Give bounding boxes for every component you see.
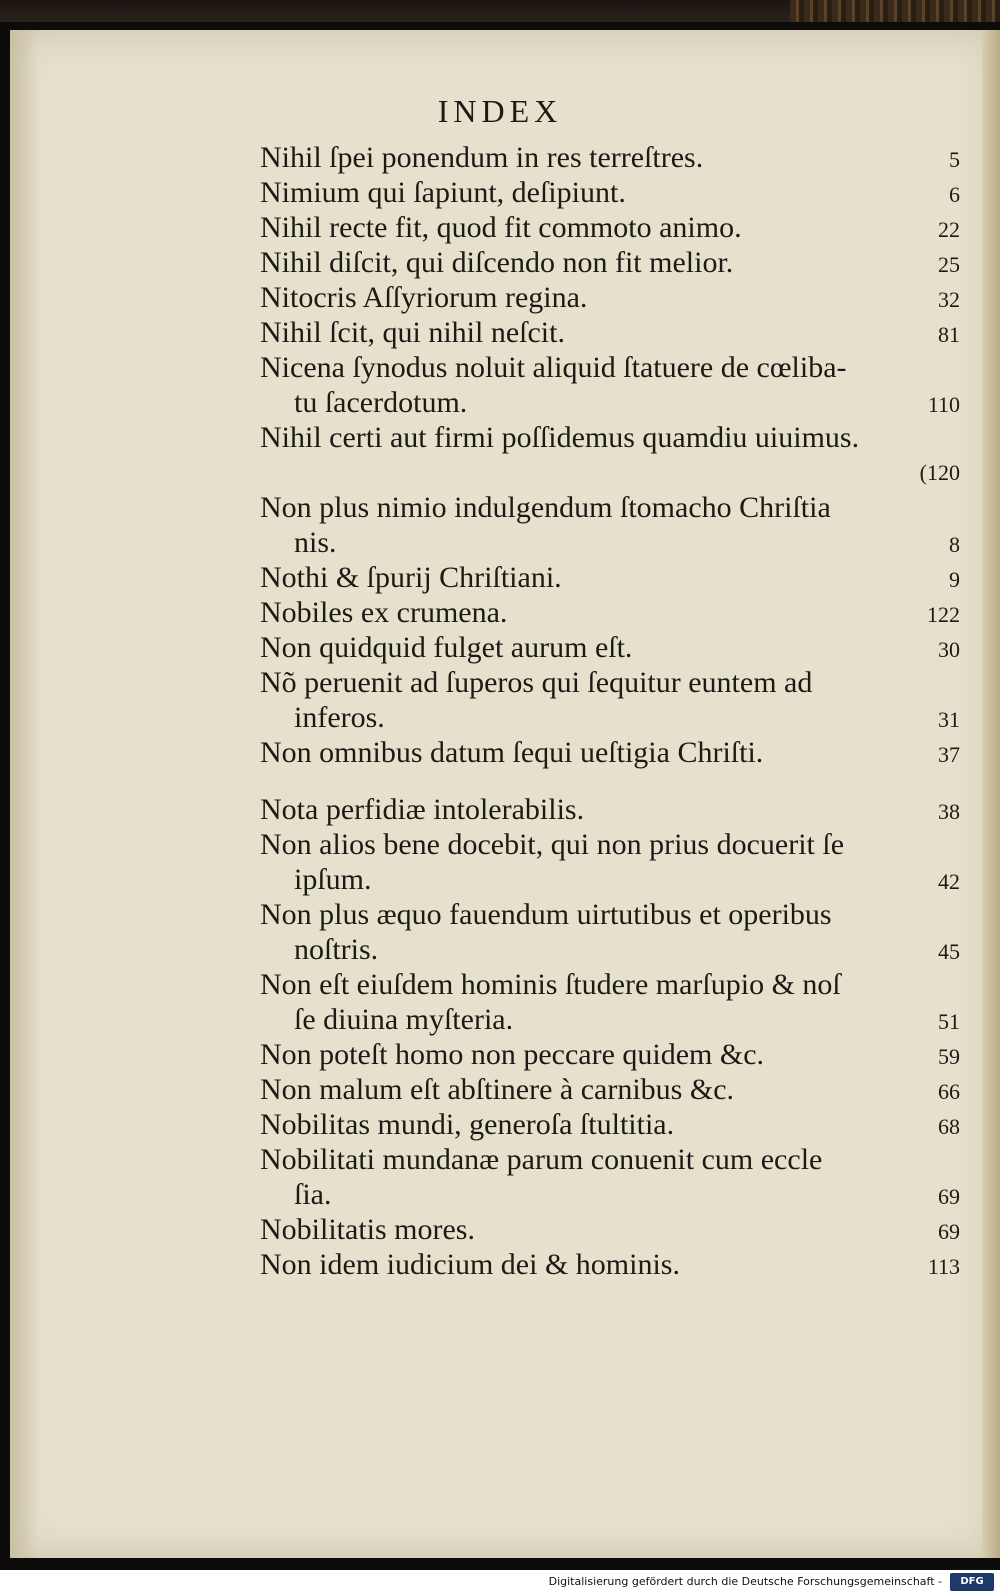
index-entry — [260, 792, 960, 827]
index-entry — [260, 560, 960, 595]
page-right-edge — [982, 30, 1000, 1558]
index-entry-page: 42 — [938, 869, 960, 894]
index-entry — [260, 897, 960, 932]
index-entry-page: 66 — [938, 1079, 960, 1104]
index-entry — [260, 1177, 960, 1212]
index-entry — [260, 1037, 960, 1072]
index-entry-text: Non malum eſt abſtinere à carnibus &c. — [260, 1073, 735, 1106]
index-entry — [260, 1072, 960, 1107]
index-entry — [260, 140, 960, 175]
index-entry — [260, 210, 960, 245]
index-entry-text: inferos. — [294, 701, 385, 734]
index-entry-page: (120 — [919, 460, 960, 485]
index-entry — [260, 245, 960, 280]
index-entry-page: 25 — [938, 252, 960, 277]
index-entry-text: Nihil recte fit, quod fit commoto animo. — [260, 211, 742, 244]
index-entry-page: 69 — [938, 1219, 960, 1244]
index-entry — [260, 420, 960, 455]
index-entry-text: Nobilitatis mores. — [260, 1213, 475, 1246]
index-entry — [260, 175, 960, 210]
index-entry — [260, 455, 960, 490]
index-entry-text: Nimium qui ſapiunt, deſipiunt. — [260, 176, 626, 209]
index-entry-page: 59 — [938, 1044, 960, 1069]
index-entry — [260, 665, 960, 700]
index-entry — [260, 1107, 960, 1142]
index-entry — [260, 490, 960, 525]
index-entry-page: 22 — [938, 217, 960, 242]
index-entry — [260, 1002, 960, 1037]
page-header: INDEX — [437, 93, 563, 129]
index-entry-page: 5 — [949, 147, 960, 172]
index-list — [260, 140, 960, 1282]
index-entry-text: Nihil ſcit, qui nihil neſcit. — [260, 316, 565, 349]
page-gutter-shadow — [10, 30, 38, 1558]
index-entry-text: Non plus æquo fauendum uirtutibus et operibus — [260, 898, 832, 931]
index-entry — [260, 1142, 960, 1177]
index-entry-text: Nitocris Aſſyriorum regina. — [260, 281, 588, 314]
index-entry-text: Nõ peruenit ad ſuperos qui ſequitur euntem ad — [260, 666, 813, 699]
index-entry-page: 45 — [938, 939, 960, 964]
index-entry-page: 113 — [927, 1254, 960, 1279]
index-entry-text: ſia. — [294, 1178, 332, 1211]
index-entry-text: Nobiles ex crumena. — [260, 596, 508, 629]
index-entry — [260, 700, 960, 735]
index-entry-text: Nothi & ſpurij Chriſtiani. — [260, 561, 562, 594]
index-entry — [260, 385, 960, 420]
book-top-edge — [0, 0, 1000, 22]
index-entry-text: Nihil ſpei ponendum in res terreſtres. — [260, 141, 704, 174]
index-entry — [260, 827, 960, 862]
index-entry-page: 38 — [938, 799, 960, 824]
index-entry-text: Nota perfidiæ intolerabilis. — [260, 793, 585, 826]
index-entry-page: 9 — [949, 567, 960, 592]
footer-bar — [0, 1570, 1000, 1596]
index-entry-text: Nihil certi aut firmi poſſidemus quamdiu uiuimus. — [260, 421, 860, 454]
index-entry-text: ipſum. — [294, 863, 372, 896]
index-entry-text: Non quidquid fulget aurum eſt. — [260, 631, 633, 664]
footer-credit: Digitalisierung gefördert durch die Deutsche Forschungsgemeinschaft - — [548, 1575, 942, 1588]
index-entry-page: 68 — [938, 1114, 960, 1139]
index-entry-text: Non alios bene docebit, qui non prius docuerit ſe — [260, 828, 845, 861]
index-entry-text: Nobilitas mundi, generoſa ſtultitia. — [260, 1108, 675, 1141]
index-entry — [260, 1247, 960, 1282]
index-entry — [260, 525, 960, 560]
index-entry-page: 51 — [938, 1009, 960, 1034]
index-entry-text: Non poteſt homo non peccare quidem &c. — [260, 1038, 765, 1071]
index-entry — [260, 630, 960, 665]
index-entry — [260, 315, 960, 350]
index-entry — [260, 350, 960, 385]
index-entry-text: tu ſacerdotum. — [294, 386, 468, 419]
index-entry — [260, 967, 960, 1002]
index-entry-page: 30 — [938, 637, 960, 662]
index-entry — [260, 1212, 960, 1247]
dfg-logo: DFG — [950, 1573, 994, 1591]
index-entry — [260, 862, 960, 897]
index-entry-text: ſe diuina myſteria. — [294, 1003, 514, 1036]
index-entry-text: Non omnibus datum ſequi ueſtigia Chriſti. — [260, 736, 764, 769]
index-entry-text: Nicena ſynodus noluit aliquid ſtatuere de cœliba- — [260, 351, 847, 384]
index-entry-text: nis. — [294, 526, 337, 559]
index-entry — [260, 932, 960, 967]
index-entry-page: 37 — [938, 742, 960, 767]
index-entry-page: 31 — [938, 707, 960, 732]
index-entry-text: Nihil diſcit, qui diſcendo non fit melior. — [260, 246, 734, 279]
index-entry — [260, 280, 960, 315]
index-entry-page: 8 — [949, 532, 960, 557]
index-entry-page: 81 — [938, 322, 960, 347]
index-entry-text: Nobilitati mundanæ parum conuenit cum eccle — [260, 1143, 823, 1176]
index-entry-text: Non idem iudicium dei & hominis. — [260, 1248, 680, 1281]
index-entry-page: 110 — [927, 392, 960, 417]
index-entry-page: 122 — [927, 602, 960, 627]
index-entry-text: noſtris. — [294, 933, 379, 966]
index-entry-page: 6 — [949, 182, 960, 207]
index-entry — [260, 735, 960, 770]
index-entry-page: 69 — [938, 1184, 960, 1209]
index-entry-page: 32 — [938, 287, 960, 312]
index-entry-text: Non plus nimio indulgendum ſtomacho Chriſtia — [260, 491, 831, 524]
index-entry-text: Non eſt eiuſdem hominis ſtudere marſupio & noſ — [260, 968, 841, 1001]
index-entry — [260, 595, 960, 630]
